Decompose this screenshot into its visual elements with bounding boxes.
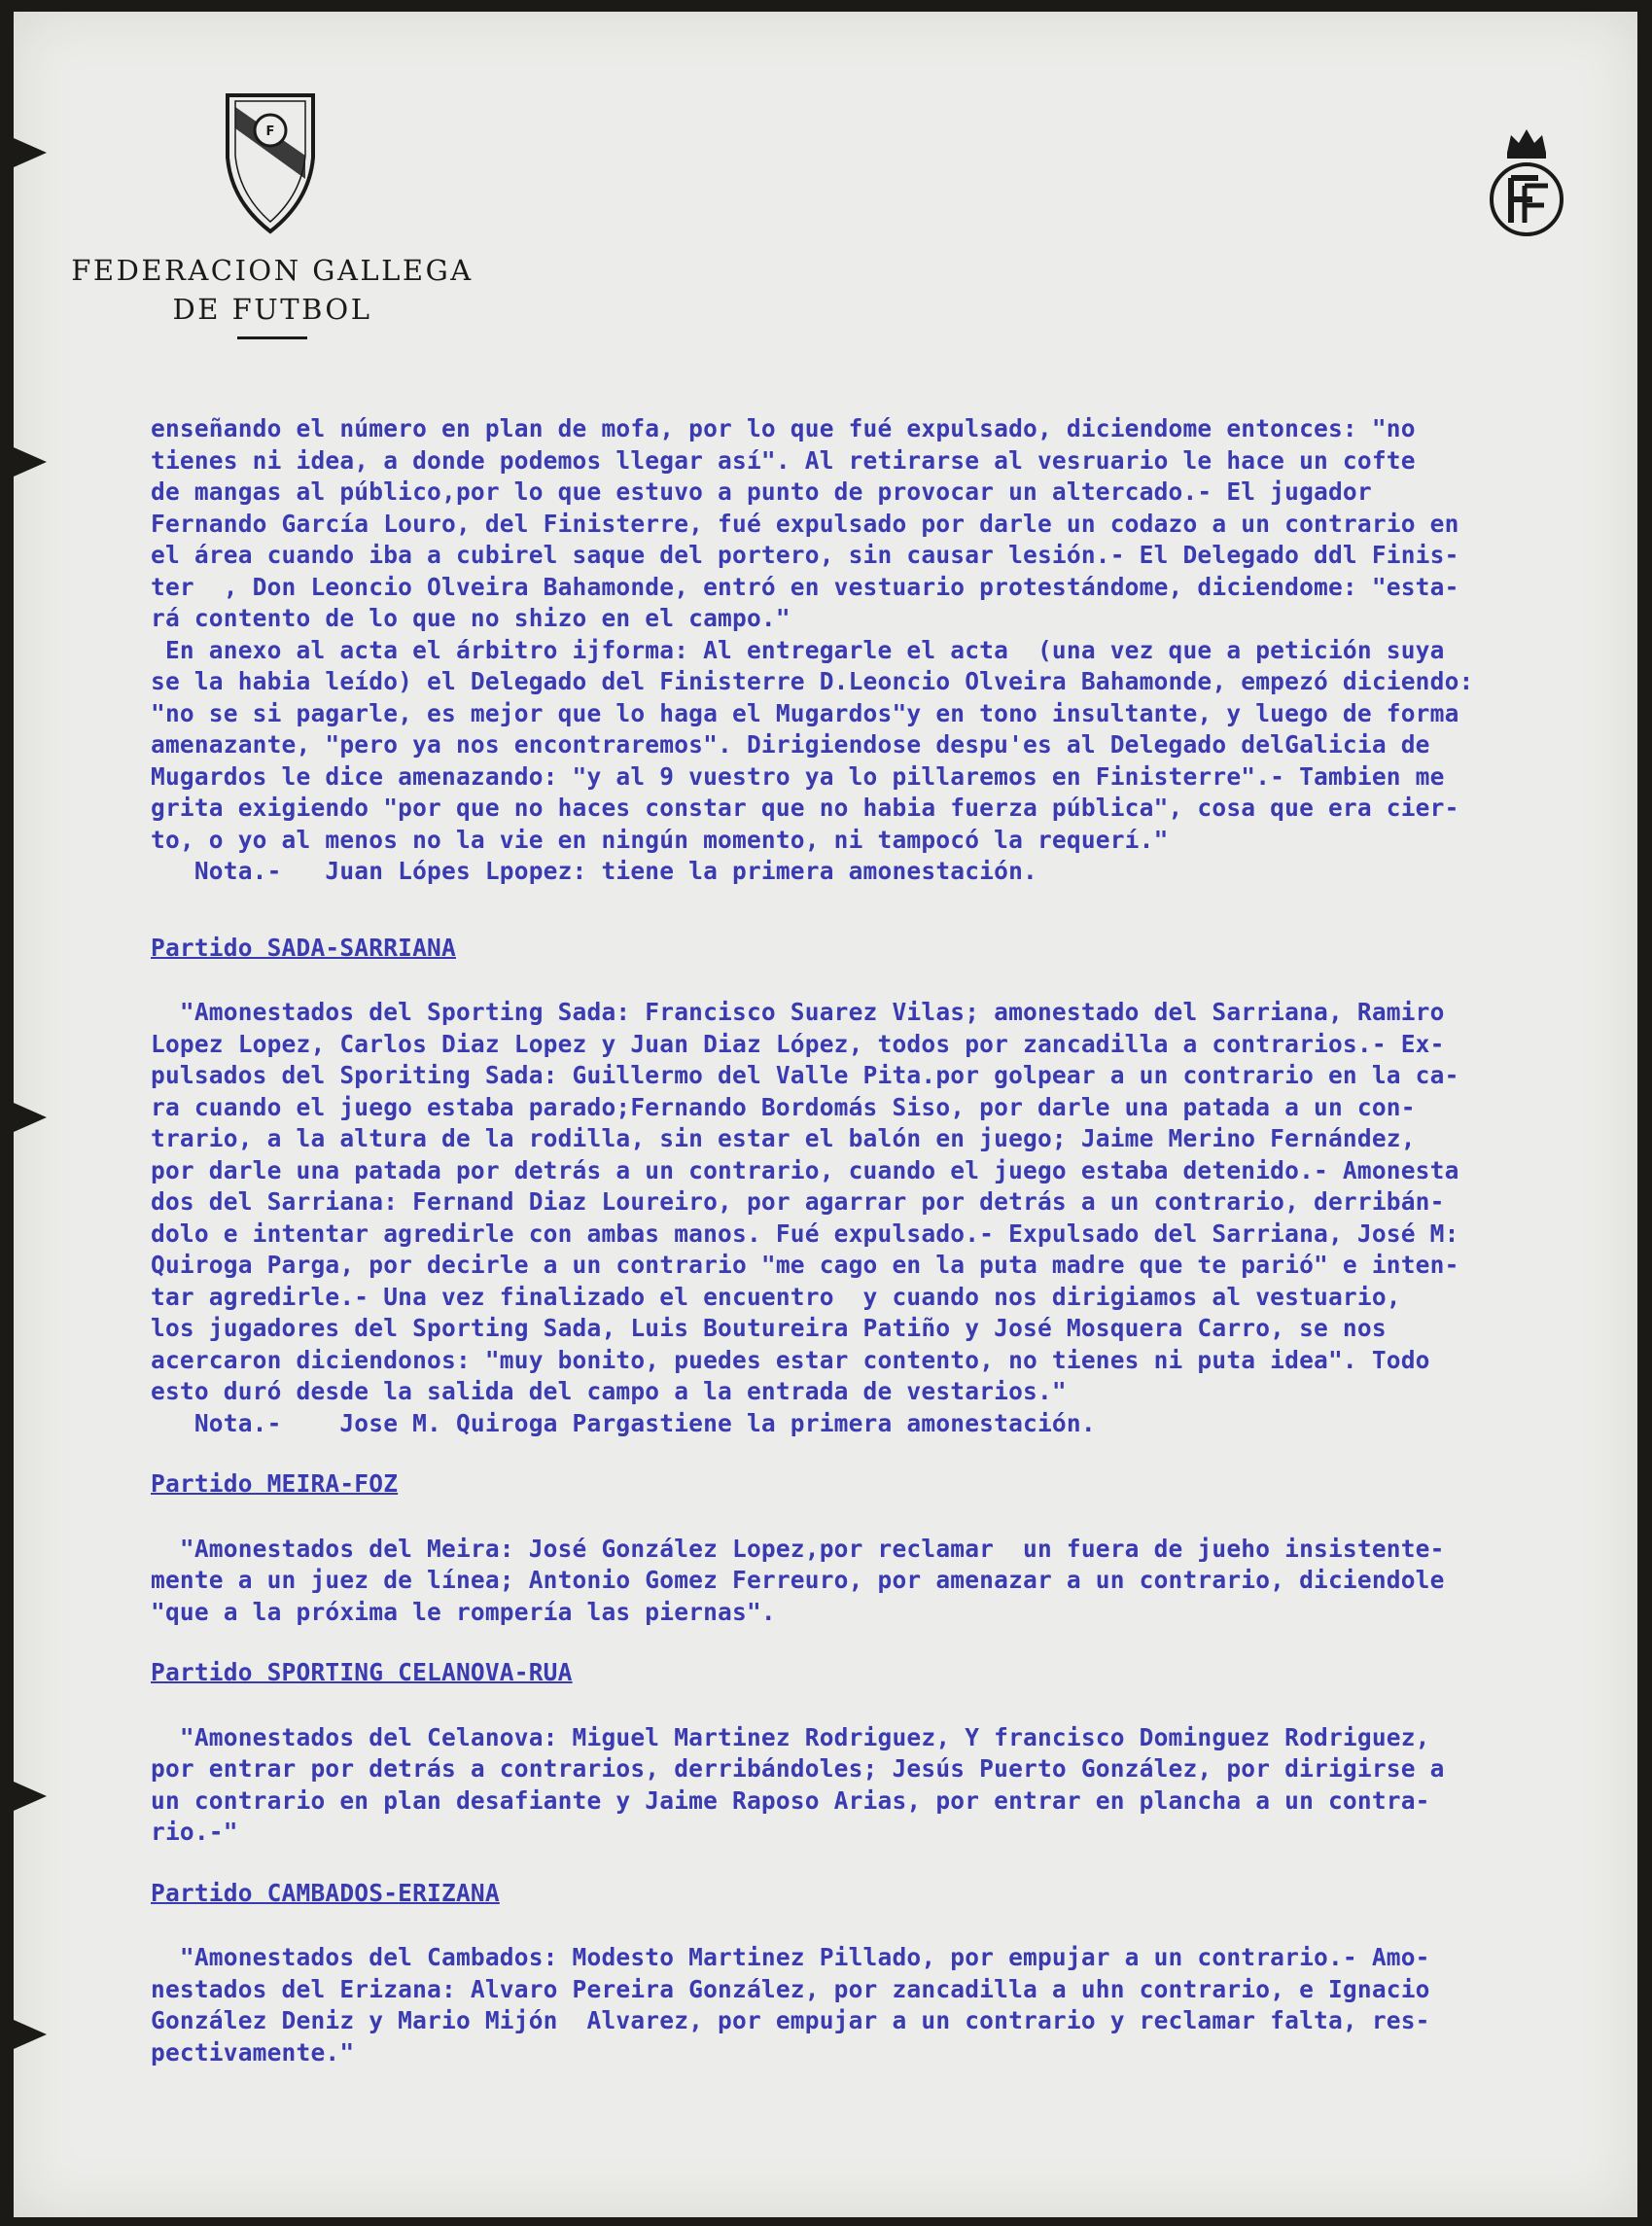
letterhead — [68, 251, 476, 339]
letterhead-rule — [237, 336, 307, 339]
text-line: por darle una patada por detrás a un contrario, cuando el juego estaba detenido.- Amonesta — [151, 1155, 1459, 1184]
punch-hole — [14, 447, 47, 477]
text-line: acercaron diciendonos: "muy bonito, puedes estar contento, no tienes ni puta idea". Todo — [151, 1345, 1430, 1374]
match-heading: Partido SADA-SARRIANA — [151, 933, 456, 962]
text-line: los jugadores del Sporting Sada, Luis Boutureira Patiño y José Mosquera Carro, se nos — [151, 1314, 1387, 1342]
text-line: nestados del Erizana: Alvaro Pereira González, por zancadilla a uhn contrario, e Ignacio — [151, 1974, 1430, 2003]
text-line: tienes ni idea, a donde podemos llegar así". Al retirarse al vesruario le hace un cofte — [151, 445, 1416, 475]
text-line: pulsados del Sporiting Sada: Guillermo del Valle Pita.por golpear a un contrario en la ca- — [151, 1061, 1459, 1089]
text-line: mente a un juez de línea; Antonio Gomez Ferreuro, por amenazar a un contrario, diciendole — [151, 1566, 1445, 1594]
text-line: "que a la próxima le rompería las piernas". — [151, 1597, 776, 1626]
typed-report-body — [151, 413, 1629, 2068]
text-line: grita exigiendo "por que no haces constar que no habia fuerza pública", cosa que era cier- — [151, 794, 1459, 822]
text-line: ter , Don Leoncio Olveira Bahamonde, entró en vestuario protestándome, diciendome: "esta- — [151, 572, 1459, 601]
text-line: rá contento de lo que no shizo en el campo." — [151, 604, 791, 632]
text-line: Lopez Lopez, Carlos Diaz Lopez y Juan Diaz López, todos por zancadilla a contrarios.- Ex- — [151, 1029, 1445, 1058]
text-line: trario, a la altura de la rodilla, sin estar el balón en juego; Jaime Merino Fernández, — [151, 1124, 1416, 1152]
text-line: dos del Sarriana: Fernand Diaz Loureiro, por agarrar por detrás a un contrario, derribán- — [151, 1187, 1445, 1216]
letterhead-line-2: DE FUTBOL — [172, 293, 372, 326]
royal-spanish-federation-logo — [1478, 122, 1575, 238]
text-line: esto duró desde la salida del campo a la entrada de vestarios." — [151, 1377, 1067, 1405]
text-line: ra cuando el juego estaba parado;Fernando Bordomás Siso, por darle una patada a un con- — [151, 1092, 1416, 1121]
punch-hole — [14, 1103, 47, 1132]
federation-shield-logo — [222, 89, 319, 235]
punch-hole — [14, 2020, 47, 2049]
letterhead-line-1: FEDERACION GALLEGA — [71, 254, 474, 287]
note-line: Nota.- Juan Lópes Lpopez: tiene la primera amonestación. — [151, 857, 1037, 885]
text-line: Mugardos le dice amenazando: "y al 9 vuestro ya lo pillaremos en Finisterre".- Tambien me — [151, 761, 1445, 791]
match-heading: Partido SPORTING CELANOVA-RUA — [151, 1658, 573, 1686]
text-line: González Deniz y Mario Mijón Alvarez, por empujar a un contrario y reclamar falta, res- — [151, 2006, 1430, 2034]
text-line: to, o yo al menos no la vie en ningún momento, ni tampocó la requerí." — [151, 825, 1169, 854]
text-line: el área cuando iba a cubirel saque del portero, sin causar lesión.- El Delegado ddl Finis- — [151, 541, 1459, 569]
text-line: Quiroga Parga, por decirle a un contrario "me cago en la puta madre que te parió" e inten- — [151, 1251, 1459, 1279]
match-heading: Partido MEIRA-FOZ — [151, 1469, 399, 1498]
text-line: En anexo al acta el árbitro ijforma: Al entregarle el acta (una vez que a petición suya — [151, 635, 1445, 664]
text-line: "Amonestados del Meira: José González Lopez,por reclamar un fuera de jueho insistente- — [151, 1534, 1445, 1563]
match-heading: Partido CAMBADOS-ERIZANA — [151, 1878, 500, 1907]
text-line: por entrar por detrás a contrarios, derribándoles; Jesús Puerto González, por dirigirse a — [151, 1754, 1445, 1783]
text-line: Fernando García Louro, del Finisterre, fué expulsado por darle un codazo a un contrario en — [151, 509, 1459, 538]
note-line: Nota.- Jose M. Quiroga Pargastiene la primera amonestación. — [151, 1408, 1096, 1437]
text-line: rio.-" — [151, 1818, 238, 1846]
text-line: "no se si pagarle, es mejor que lo haga el Mugardos"y en tono insultante, y luego de forma — [151, 698, 1459, 727]
text-line: "Amonestados del Cambados: Modesto Martinez Pillado, por empujar a un contrario.- Amo- — [151, 1943, 1430, 1971]
text-line: dolo e intentar agredirle con ambas manos. Fué expulsado.- Expulsado del Sarriana, José M: — [151, 1219, 1459, 1248]
punch-hole — [14, 138, 47, 167]
text-line: amenazante, "pero ya nos encontraremos". Dirigiendose despu'es al Delegado delGalicia de — [151, 730, 1430, 759]
text-line: tar agredirle.- Una vez finalizado el encuentro y cuando nos dirigiamos al vestuario, — [151, 1282, 1401, 1311]
svg-text:F: F — [265, 124, 275, 139]
text-line: "Amonestados del Sporting Sada: Francisco Suarez Vilas; amonestado del Sarriana, Ramiro — [151, 998, 1445, 1026]
text-line: se la habia leído) el Delegado del Finisterre D.Leoncio Olveira Bahamonde, empezó diciendo: — [151, 667, 1474, 695]
text-line: pectivamente." — [151, 2037, 355, 2067]
text-line: enseñando el número en plan de mofa, por lo que fué expulsado, diciendome entonces: "no — [151, 414, 1416, 442]
punch-hole — [14, 1782, 47, 1811]
text-line: "Amonestados del Celanova: Miguel Martinez Rodriguez, Y francisco Dominguez Rodriguez, — [151, 1722, 1430, 1751]
text-line: un contrario en plan desafiante y Jaime Raposo Arias, por entrar en plancha a un contra- — [151, 1785, 1430, 1815]
text-line: de mangas al público,por lo que estuvo a punto de provocar un altercado.- El jugador — [151, 477, 1372, 506]
